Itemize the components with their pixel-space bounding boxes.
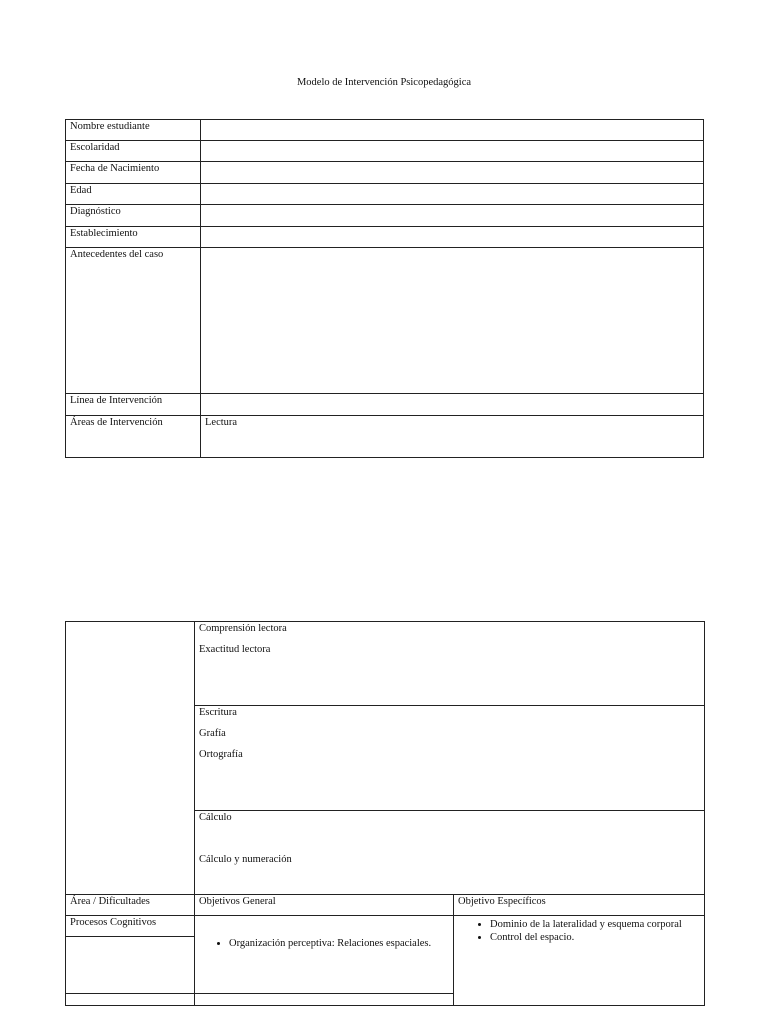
math-area-cell[interactable] <box>195 811 705 895</box>
row-value[interactable] <box>201 120 704 141</box>
reading-area-cell[interactable] <box>195 622 705 706</box>
exactitud-label: Exactitud lectora <box>199 644 271 655</box>
table-row <box>66 248 704 394</box>
row-value[interactable] <box>201 184 704 205</box>
row-label: Antecedentes del caso <box>66 248 201 394</box>
calculo-label: Cálculo <box>199 812 232 823</box>
specific-bullets <box>458 918 700 944</box>
row-label: Establecimiento <box>66 227 201 248</box>
row-label: Línea de Intervención <box>66 394 201 416</box>
row-label: Edad <box>66 184 201 205</box>
general-objectives-cell[interactable] <box>195 916 454 994</box>
writing-area-cell[interactable] <box>195 706 705 811</box>
row-label: Nombre estudiante <box>66 120 201 141</box>
table-row <box>66 227 704 248</box>
calculo-numeracion-label: Cálculo y numeración <box>199 854 292 865</box>
list-item: • Control del espacio. <box>490 931 700 944</box>
escritura-label: Escritura <box>199 707 237 718</box>
empty-cell[interactable] <box>66 937 195 994</box>
general-bullets <box>199 937 449 950</box>
empty-cell[interactable] <box>195 994 454 1006</box>
specific-objectives-cell[interactable] <box>454 916 705 1006</box>
area-cell: Procesos Cognitivos <box>66 916 195 937</box>
row-label: Áreas de Intervención <box>66 416 201 458</box>
row-value[interactable] <box>201 205 704 227</box>
row-value[interactable] <box>201 248 704 394</box>
intervention-areas-table <box>65 621 705 1006</box>
header-general: Objetivos General <box>195 895 454 916</box>
header-specific: Objetivo Específicos <box>454 895 705 916</box>
row-value[interactable] <box>201 227 704 248</box>
row-label: Diagnóstico <box>66 205 201 227</box>
table-row <box>66 120 704 141</box>
table-row <box>66 184 704 205</box>
table-row <box>66 394 704 416</box>
ortografia-label: Ortografía <box>199 749 243 760</box>
comprension-label: Comprensión lectora <box>199 623 287 634</box>
table-row <box>66 141 704 162</box>
table-header-row <box>66 895 705 916</box>
row-value[interactable] <box>201 394 704 416</box>
row-value[interactable] <box>201 162 704 184</box>
empty-cell[interactable] <box>66 994 195 1006</box>
row-value[interactable]: Lectura <box>201 416 704 458</box>
row-value[interactable] <box>201 141 704 162</box>
table-row <box>66 162 704 184</box>
grafia-label: Grafía <box>199 728 226 739</box>
document-title: Modelo de Intervención Psicopedagógica <box>296 77 472 88</box>
table-row <box>66 916 705 937</box>
list-item: • Organización perceptiva: Relaciones espaciales. <box>229 937 449 950</box>
table-row <box>66 416 704 458</box>
table-row <box>66 205 704 227</box>
list-item: • Dominio de la lateralidad y esquema corporal <box>490 918 700 931</box>
row-label: Escolaridad <box>66 141 201 162</box>
row-label: Fecha de Nacimiento <box>66 162 201 184</box>
student-info-table <box>65 119 704 458</box>
table-row <box>66 622 705 706</box>
header-area: Área / Dificultades <box>66 895 195 916</box>
empty-area-cell <box>66 622 195 895</box>
